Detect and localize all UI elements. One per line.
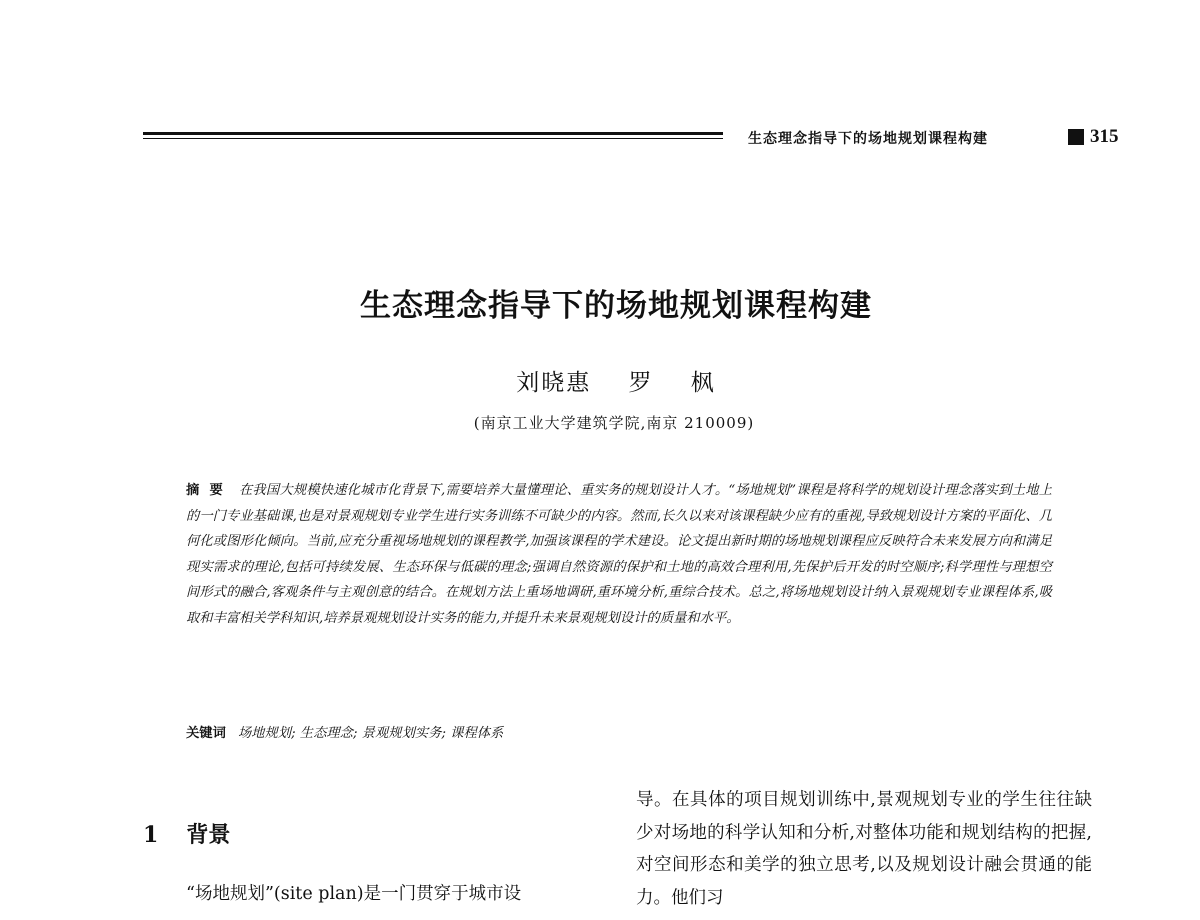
abstract-label: 摘要 <box>186 483 233 498</box>
section-heading <box>143 818 230 849</box>
running-title: 生态理念指导下的场地规划课程构建 <box>748 131 988 147</box>
page-number: 315 <box>1090 126 1119 147</box>
article-title: 生态理念指导下的场地规划课程构建 <box>360 288 872 324</box>
abstract-text: 在我国大规模快速化城市化背景下,需要培养大量懂理论、重实务的规划设计人才。“场地规划”课程是将科学的规划设计理念落实到土地上的一门专业基础课,也是对景观规划专业学生进行实务训练不可缺少的内容。然而,长久以来对该课程缺少应有的重视,导致规划设计方案的平面化、几何化或图形化倾向。当前,应充分重视场地规划的课程教学,加强该课程的学术建设。论文提出新时期的场地规划课程应反映符合未来发展方向和满足现实需求的理论,包括可持续发展、生态环保与低碳的理念;强调自然资源的保护和土地的高效合理利用,先保护后开发的时空顺序;科学理性与理想空间形式的融合,客观条件与主观创意的结合。在规划方法上重场地调研,重环境分析,重综合技术。总之,将场地规划设计纳入景观规划专业课程体系,吸取和丰富相关学科知识,培养景观规划设计实务的能力,并提升未来景观规划设计的质量和水平。 <box>186 483 1052 626</box>
keywords-label: 关键词 <box>186 726 226 741</box>
page-mark-icon <box>1068 129 1084 145</box>
body-left-column: “场地规划”(site plan)是一门贯穿于城市设 <box>186 884 522 904</box>
article-authors: 刘晓惠 罗 枫 <box>516 370 716 396</box>
header-rule-thick <box>143 132 723 135</box>
header-rule <box>143 130 723 142</box>
article-affiliation: (南京工业大学建筑学院,南京 210009) <box>473 414 755 432</box>
abstract <box>186 478 1052 631</box>
body-right-column: 导。在具体的项目规划训练中,景观规划专业的学生往往缺少对场地的科学认知和分析,对整体功能和规划结构的把握,对空间形态和美学的独立思考,以及规划设计融会贯通的能力。他们习 <box>636 790 1092 908</box>
section-number: 1 <box>143 822 159 848</box>
keywords-text: 场地规划; 生态理念; 景观规划实务; 课程体系 <box>237 726 504 741</box>
keywords <box>186 722 1052 741</box>
header-rule-thin <box>143 138 723 139</box>
section-title: 背景 <box>186 822 231 848</box>
